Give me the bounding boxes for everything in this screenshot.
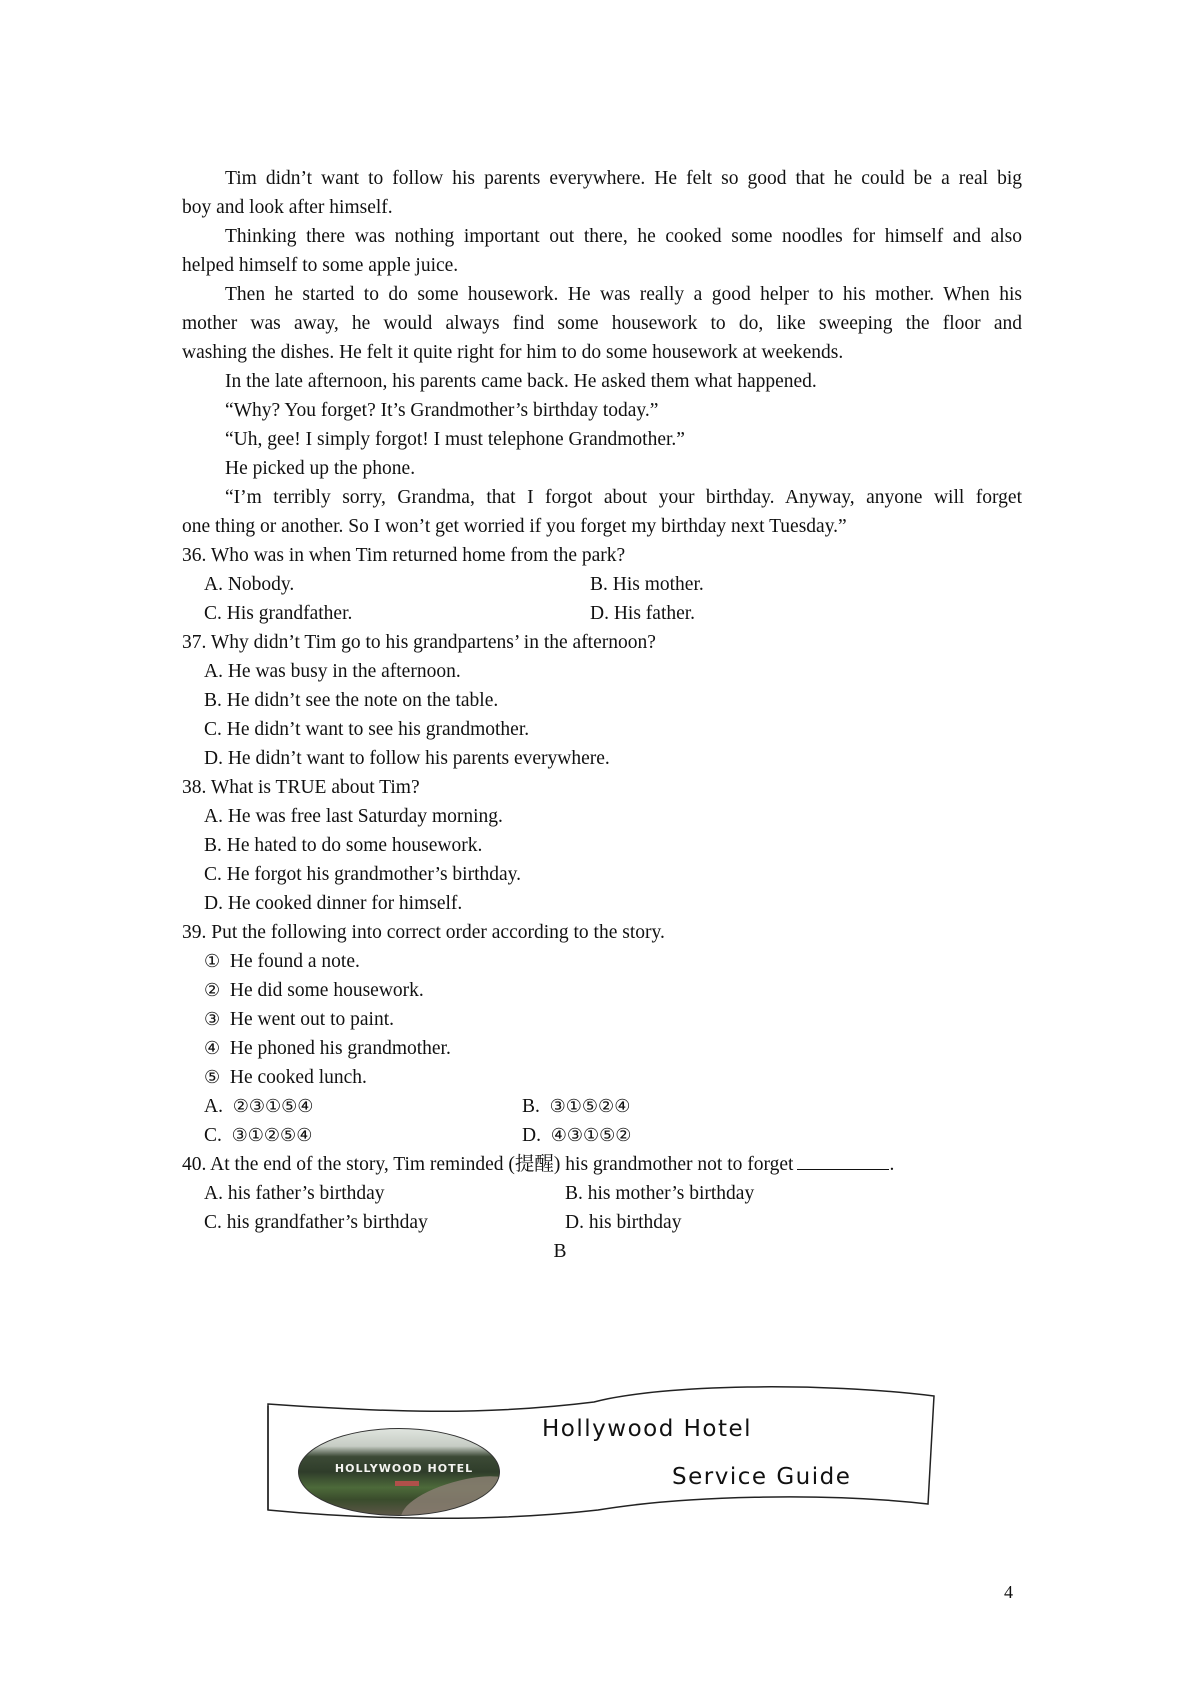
question-stem: 39. Put the following into correct order according to the story. <box>182 922 665 943</box>
answer-option[interactable] <box>522 1121 631 1150</box>
answer-option[interactable]: C. His grandfather. <box>204 603 353 624</box>
passage-line: “Uh, gee! I simply forgot! I must telephone Grandmother.” <box>225 429 685 450</box>
answer-option[interactable]: A. his father’s birthday <box>204 1183 385 1204</box>
answer-option[interactable]: C. his grandfather’s birthday <box>204 1212 428 1233</box>
event-text: He cooked lunch. <box>229 1067 367 1088</box>
event-text: He did some housework. <box>229 980 424 1001</box>
photo-sign-text: HOLLYWOOD HOTEL <box>334 1462 474 1475</box>
passage-line: “Why? You forget? It’s Grandmother’s birthday today.” <box>225 400 659 421</box>
question-stem: 37. Why didn’t Tim go to his grandpartens’ in the afternoon? <box>182 632 656 653</box>
answer-option[interactable]: A. He was busy in the afternoon. <box>204 661 461 682</box>
event-item <box>204 1034 451 1063</box>
hotel-banner <box>262 1384 938 1524</box>
answer-blank[interactable] <box>797 1151 889 1170</box>
banner-title: Hollywood Hotel <box>542 1416 753 1442</box>
event-item <box>204 1063 367 1092</box>
answer-option[interactable] <box>204 1092 313 1121</box>
answer-option[interactable]: B. His mother. <box>590 574 704 595</box>
answer-option[interactable]: A. Nobody. <box>204 574 295 595</box>
passage-line: “I’m terribly sorry, Grandma, that I forgot about your birthday. Anyway, anyone will forget <box>225 487 1022 508</box>
passage-line: In the late afternoon, his parents came back. He asked them what happened. <box>225 371 817 392</box>
passage-line: washing the dishes. He felt it quite right for him to do some housework at weekends. <box>182 342 844 363</box>
question-end: . <box>889 1154 895 1175</box>
event-item <box>204 976 424 1005</box>
passage-line: He picked up the phone. <box>225 458 416 479</box>
circled-number: ③ <box>204 1009 221 1030</box>
option-order: ②③①⑤④ <box>232 1096 314 1117</box>
hotel-photo <box>298 1428 500 1516</box>
answer-option[interactable] <box>522 1092 630 1121</box>
answer-option[interactable] <box>204 1121 312 1150</box>
circled-number: ⑤ <box>204 1067 221 1088</box>
answer-option[interactable]: D. His father. <box>590 603 696 624</box>
passage-line: Then he started to do some housework. He was really a good helper to his mother. When his <box>225 284 1022 305</box>
answer-option[interactable]: D. He didn’t want to follow his parents everywhere. <box>204 748 610 769</box>
answer-option[interactable]: C. He didn’t want to see his grandmother. <box>204 719 530 740</box>
passage-line: Tim didn’t want to follow his parents everywhere. He felt so good that he could be a real big <box>225 168 1022 189</box>
photo-flowerbed <box>395 1481 419 1486</box>
option-letter: A. <box>204 1096 223 1117</box>
circled-number: ④ <box>204 1038 221 1059</box>
option-order: ③①⑤②④ <box>549 1096 631 1117</box>
event-item <box>204 947 360 976</box>
question-stem: 36. Who was in when Tim returned home from the park? <box>182 545 626 566</box>
option-letter: C. <box>204 1125 222 1146</box>
circled-number: ① <box>204 951 221 972</box>
question-stem <box>182 1150 1022 1179</box>
photo-road <box>396 1469 500 1516</box>
option-letter: B. <box>522 1096 540 1117</box>
circled-number: ② <box>204 980 221 1001</box>
banner-subtitle: Service Guide <box>672 1464 852 1490</box>
event-item <box>204 1005 394 1034</box>
passage-line: one thing or another. So I won’t get worried if you forget my birthday next Tuesday.” <box>182 516 847 537</box>
passage-line: helped himself to some apple juice. <box>182 255 459 276</box>
question-text: 40. At the end of the story, Tim reminded (提醒) his grandmother not to forget <box>182 1154 794 1175</box>
question-stem: 38. What is TRUE about Tim? <box>182 777 420 798</box>
answer-option[interactable]: B. his mother’s birthday <box>565 1183 755 1204</box>
answer-option[interactable]: D. his birthday <box>565 1212 682 1233</box>
event-text: He found a note. <box>229 951 360 972</box>
option-order: ④③①⑤② <box>550 1125 632 1146</box>
page-number: 4 <box>1004 1582 1013 1602</box>
answer-option[interactable]: C. He forgot his grandmother’s birthday. <box>204 864 522 885</box>
answer-option[interactable]: A. He was free last Saturday morning. <box>204 806 503 827</box>
option-letter: D. <box>522 1125 541 1146</box>
passage-line: mother was away, he would always find some housework to do, like sweeping the floor and <box>182 313 1022 334</box>
event-text: He went out to paint. <box>229 1009 394 1030</box>
answer-option[interactable]: B. He didn’t see the note on the table. <box>204 690 499 711</box>
option-order: ③①②⑤④ <box>231 1125 313 1146</box>
passage-line: Thinking there was nothing important out there, he cooked some noodles for himself and also <box>225 226 1022 247</box>
answer-option[interactable]: D. He cooked dinner for himself. <box>204 893 463 914</box>
event-text: He phoned his grandmother. <box>229 1038 451 1059</box>
answer-option[interactable]: B. He hated to do some housework. <box>204 835 483 856</box>
section-label: B <box>553 1241 567 1262</box>
passage-line: boy and look after himself. <box>182 197 393 218</box>
